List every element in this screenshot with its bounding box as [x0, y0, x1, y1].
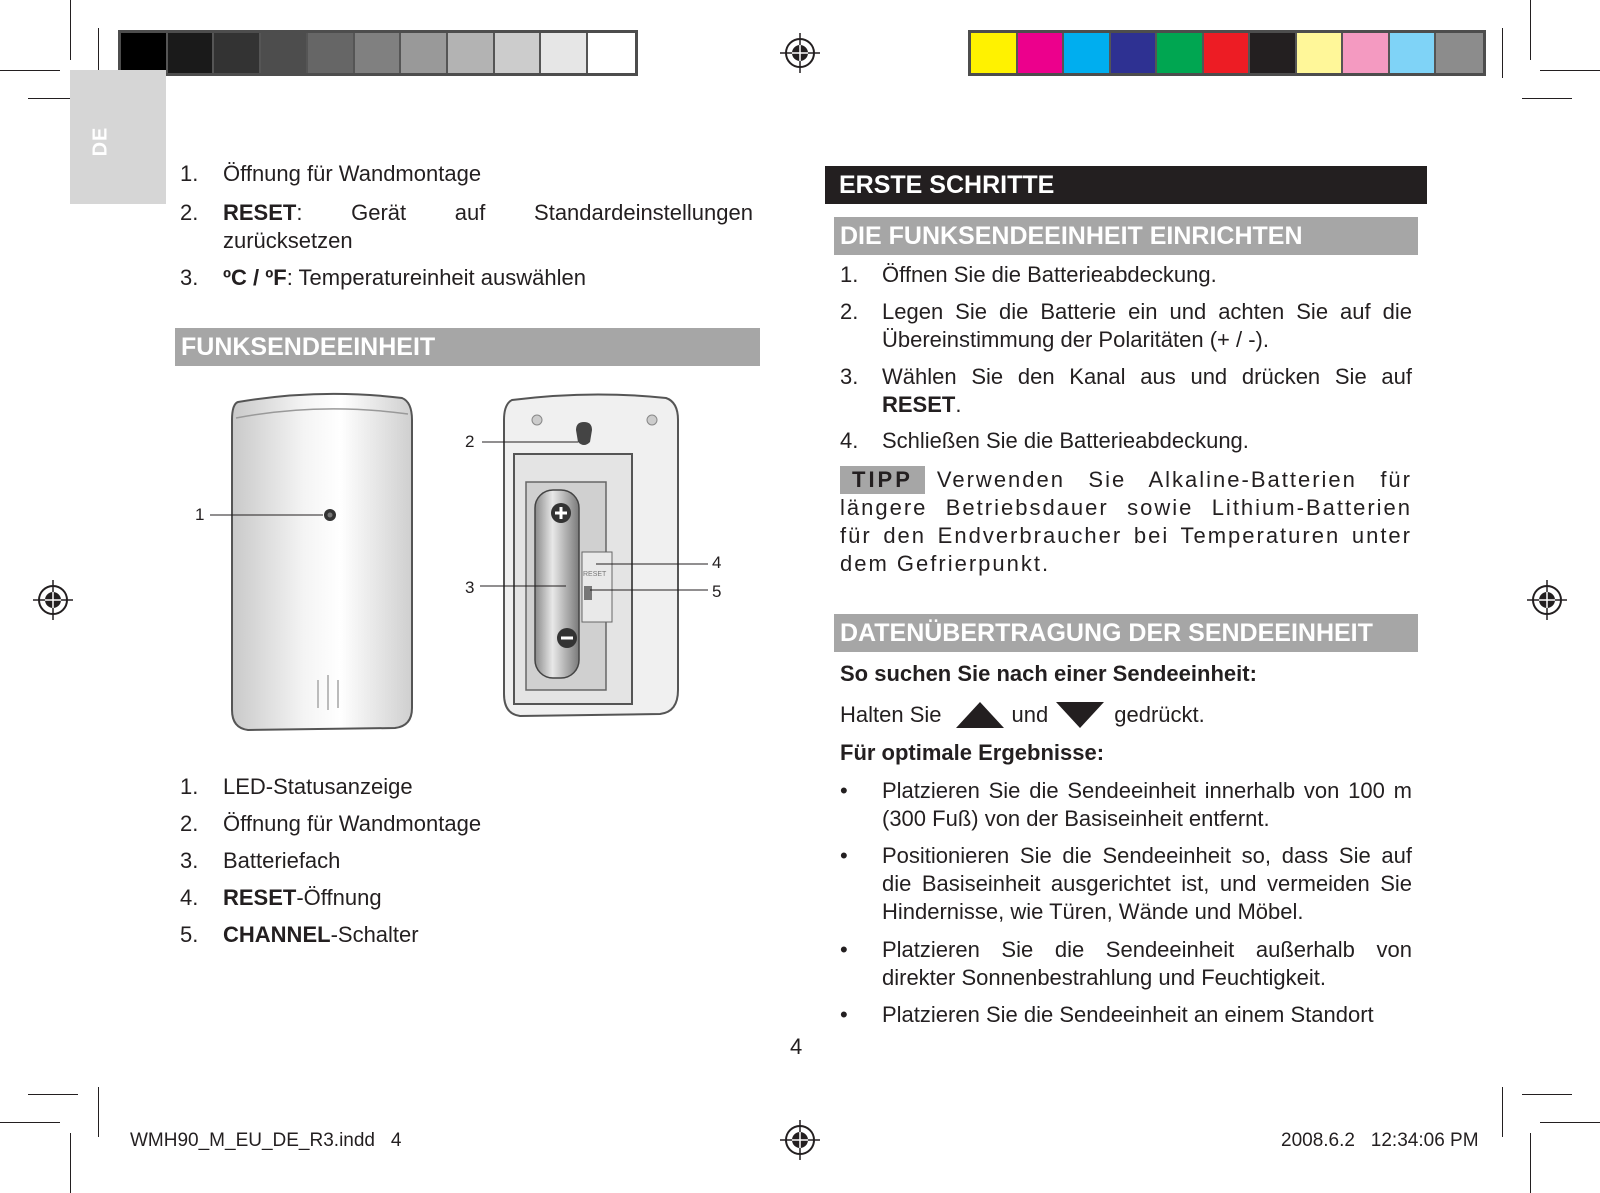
language-tab-label: DE	[89, 126, 112, 157]
crop-mark	[1530, 1133, 1531, 1193]
crop-mark	[1540, 1122, 1600, 1123]
list-item	[223, 199, 753, 255]
bullet-icon: •	[840, 1002, 848, 1027]
callout-5: 5	[712, 582, 722, 601]
crop-mark	[98, 1087, 99, 1137]
color-swatch	[1018, 33, 1065, 73]
color-swatch	[168, 33, 215, 73]
color-swatch	[541, 33, 588, 73]
tip-box	[840, 466, 1412, 578]
list-item	[223, 264, 758, 292]
step-text-part: Wählen Sie den Kanal aus und drücken Sie auf	[882, 364, 1412, 389]
down-arrow-icon	[1054, 700, 1106, 730]
step-text: Öffnen Sie die Batterieabdeckung.	[882, 262, 1217, 287]
color-swatch	[971, 33, 1018, 73]
color-swatch	[261, 33, 308, 73]
color-swatch	[1204, 33, 1251, 73]
list-item	[223, 884, 382, 912]
grayscale-calibration-bar	[118, 30, 638, 76]
registration-mark-icon	[1527, 580, 1567, 620]
bullet-text: Platzieren Sie die Sendeeinheit an einem Standort	[882, 1002, 1374, 1027]
hold-text-mid: und	[1011, 702, 1049, 727]
color-swatch	[588, 33, 635, 73]
list-number: 3.	[180, 265, 199, 290]
item-text: : Temperatureinheit auswählen	[286, 265, 586, 290]
list-item: Batteriefach	[223, 848, 341, 873]
crop-mark	[1530, 0, 1531, 60]
bold-term: CHANNEL	[223, 922, 331, 947]
section-header-einrichten: DIE FUNKSENDEEINHEIT EINRICHTEN	[834, 217, 1418, 255]
list-number: 5.	[180, 922, 199, 947]
bold-term: RESET	[223, 200, 297, 225]
crop-mark	[28, 1094, 78, 1095]
list-number: 4.	[180, 885, 199, 910]
color-calibration-bar	[968, 30, 1486, 76]
step-text: Legen Sie die Batterie ein und achten Sie auf die Übereinstimmung der Polaritäten (+ / -).	[882, 299, 1412, 352]
color-swatch	[495, 33, 542, 73]
bold-term: RESET	[882, 392, 956, 417]
color-swatch	[308, 33, 355, 73]
reset-label: RESET	[583, 571, 607, 578]
list-number: 2.	[180, 811, 199, 836]
bullet-text: Positionieren Sie die Sendeeinheit so, dass Sie auf die Basiseinheit ausgerichtet ist, und vermeiden Sie Hindernisse, wie Türen, Wände und Möbel.	[882, 843, 1412, 924]
item-text: -Öffnung	[296, 885, 382, 910]
color-swatch	[1157, 33, 1204, 73]
crop-mark	[0, 70, 60, 71]
color-swatch	[1250, 33, 1297, 73]
step-text-part: .	[955, 392, 962, 417]
color-swatch	[1111, 33, 1158, 73]
callout-4: 4	[712, 553, 722, 572]
color-swatch	[401, 33, 448, 73]
tip-text: Verwenden Sie Alkaline-Batterien für längere Betriebsdauer sowie Lithium-Batterien für den Endverbraucher bei Temperaturen unter dem Gefrierpunkt.	[840, 467, 1412, 576]
step-number: 2.	[840, 299, 859, 324]
color-swatch	[1343, 33, 1390, 73]
list-number: 1.	[180, 161, 199, 186]
page-number: 4	[790, 1034, 803, 1059]
crop-mark	[70, 1133, 71, 1193]
registration-mark-icon	[33, 580, 73, 620]
item-text: -Schalter	[330, 922, 419, 947]
footer-filename: WMH90_M_EU_DE_R3.indd 4	[130, 1130, 402, 1151]
callout-3: 3	[465, 578, 475, 597]
language-tab	[70, 70, 166, 204]
footer-timestamp: 2008.6.2 12:34:06 PM	[1281, 1130, 1479, 1151]
step-number: 1.	[840, 262, 859, 287]
main-title-erste-schritte: ERSTE SCHRITTE	[825, 166, 1427, 204]
step-text	[882, 363, 1412, 419]
tip-label: TIPP	[840, 466, 925, 494]
hold-text-before: Halten Sie	[840, 702, 942, 727]
color-swatch	[355, 33, 402, 73]
color-swatch	[1390, 33, 1437, 73]
search-heading: So suchen Sie nach einer Sendeeinheit:	[840, 661, 1257, 686]
crop-mark	[0, 1122, 60, 1123]
optimal-heading: Für optimale Ergebnisse:	[840, 740, 1105, 765]
color-swatch	[1297, 33, 1344, 73]
hold-text-after: gedrückt.	[1114, 702, 1205, 727]
step-number: 3.	[840, 364, 859, 389]
color-swatch	[214, 33, 261, 73]
item-text: : Gerät auf Standardeinstellungen zurücksetzen	[223, 200, 753, 253]
bullet-icon: •	[840, 778, 848, 803]
list-item: LED-Statusanzeige	[223, 774, 413, 799]
list-item	[223, 921, 419, 949]
step-text: Schließen Sie die Batterieabdeckung.	[882, 428, 1249, 453]
bold-term: ºC / ºF	[223, 265, 287, 290]
list-item: Öffnung für Wandmontage	[223, 161, 482, 186]
crop-mark	[1502, 28, 1503, 78]
color-swatch	[1064, 33, 1111, 73]
bullet-icon: •	[840, 937, 848, 962]
list-number: 3.	[180, 848, 199, 873]
crop-mark	[1502, 1087, 1503, 1137]
hold-instruction	[840, 700, 1205, 730]
up-arrow-icon	[954, 700, 1006, 730]
list-number: 2.	[180, 200, 199, 225]
registration-mark-icon	[780, 33, 820, 73]
callout-2: 2	[465, 432, 475, 451]
device-front	[232, 394, 412, 730]
crop-mark	[1540, 70, 1600, 71]
registration-mark-icon	[780, 1120, 820, 1160]
bullet-icon: •	[840, 843, 848, 868]
device-back	[504, 394, 678, 716]
color-swatch	[448, 33, 495, 73]
list-item: Öffnung für Wandmontage	[223, 811, 482, 836]
crop-mark	[70, 0, 71, 60]
crop-mark	[1522, 98, 1572, 99]
callout-1: 1	[195, 505, 205, 524]
crop-mark	[1522, 1094, 1572, 1095]
bold-term: RESET	[223, 885, 297, 910]
bullet-text: Platzieren Sie die Sendeeinheit außerhalb von direkter Sonnenbestrahlung und Feuchtigkeit.	[882, 937, 1412, 990]
section-header-datenuebertragung: DATENÜBERTRAGUNG DER SENDEEINHEIT	[834, 614, 1418, 652]
bullet-text: Platzieren Sie die Sendeeinheit innerhalb von 100 m (300 Fuß) von der Basiseinheit entfernt.	[882, 778, 1412, 831]
step-number: 4.	[840, 428, 859, 453]
list-number: 1.	[180, 774, 199, 799]
color-swatch	[121, 33, 168, 73]
color-swatch	[1436, 33, 1483, 73]
section-header-funksendeeinheit: FUNKSENDEEINHEIT	[175, 328, 760, 366]
